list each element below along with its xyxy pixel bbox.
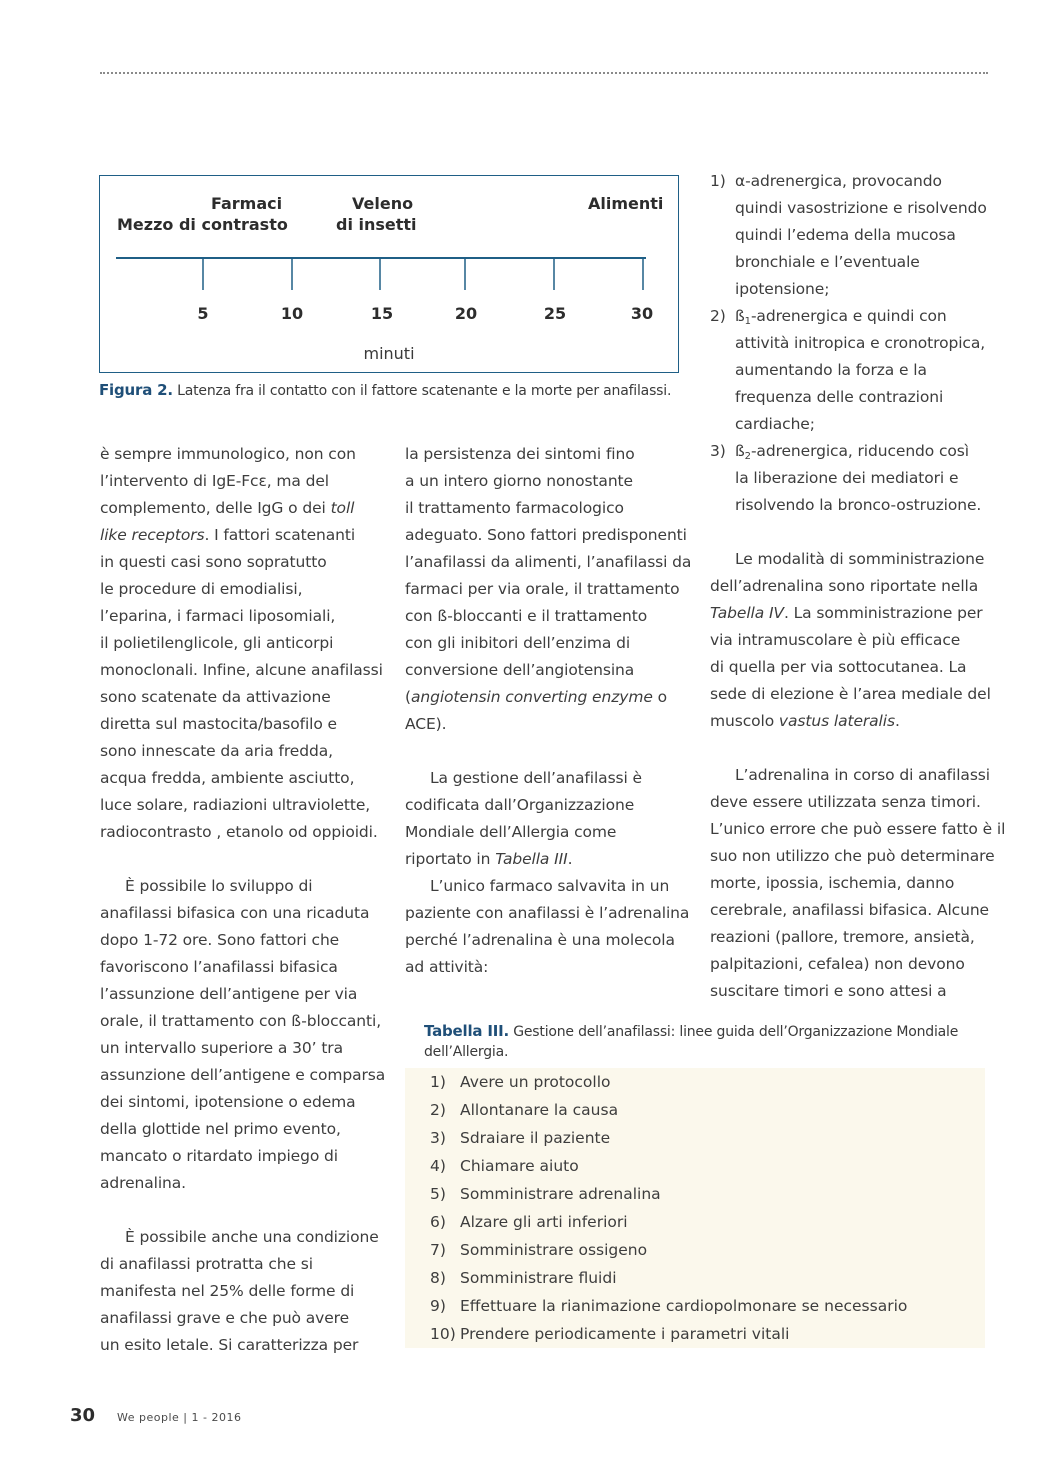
col1-line: un intervallo superiore a 30’ tra — [100, 1039, 343, 1057]
table-row — [430, 1180, 661, 1208]
figure-2-box — [99, 175, 679, 373]
list-line: bronchiale e l’eventuale — [735, 253, 920, 271]
table-row — [430, 1096, 618, 1124]
col1-text: . I fattori scatenanti — [204, 526, 356, 544]
col1-italic: toll — [330, 499, 355, 517]
axis-label-minuti: minuti — [363, 344, 415, 363]
figure-caption-text: Latenza fra il contatto con il fattore scatenante e la morte per anafilassi. — [172, 383, 672, 399]
row-number: 8) — [430, 1269, 446, 1287]
col1-line: l’assunzione dell’antigene per via — [100, 985, 358, 1003]
col3-line: L’adrenalina in corso di anafilassi — [735, 766, 990, 784]
col3-text: . La somministrazione per — [783, 604, 983, 622]
col3-line: via intramuscolare è più efficace — [710, 631, 961, 649]
list-line: risolvendo la bronco-ostruzione. — [735, 496, 982, 514]
col3-italic: Tabella IV — [710, 604, 784, 622]
row-number: 9) — [430, 1297, 446, 1315]
list-item-1 — [710, 168, 1000, 195]
col2-line: farmaci per via orale, il trattamento — [405, 580, 680, 598]
row-text: Alzare gli arti inferiori — [460, 1213, 628, 1231]
col1-line: le procedure di emodialisi, — [100, 580, 303, 598]
row-number: 7) — [430, 1241, 446, 1259]
col2-line: la persistenza dei sintomi fino — [405, 445, 635, 463]
list-line: frequenza delle contrazioni — [735, 388, 944, 406]
col2-line: l’anafilassi da alimenti, l’anafilassi da — [405, 553, 692, 571]
col1-line: adrenalina. — [100, 1174, 186, 1192]
list-line: aumentando la forza e la — [735, 361, 927, 379]
row-text: Allontanare la causa — [460, 1101, 619, 1119]
col2-line: conversione dell’angiotensina — [405, 661, 635, 679]
list-subscript: 1 — [744, 316, 751, 327]
timeline-axis — [100, 176, 678, 372]
tick-label-20: 20 — [454, 304, 478, 323]
label-alimenti: Alimenti — [588, 194, 664, 213]
col2-line: La gestione dell’anafilassi è — [430, 769, 642, 787]
tick-label-15: 15 — [370, 304, 394, 323]
table-row — [430, 1292, 907, 1320]
col1-line: radiocontrasto , etanolo od oppioidi. — [100, 823, 378, 841]
col1-line: manifesta nel 25% delle forme di — [100, 1282, 355, 1300]
tick-label-10: 10 — [280, 304, 304, 323]
list-line: attività initropica e cronotropica, — [735, 334, 986, 352]
table-row — [430, 1236, 647, 1264]
col2-line: ACE). — [405, 715, 447, 733]
row-text: Somministrare ossigeno — [460, 1241, 648, 1259]
col2-line — [405, 684, 695, 711]
publication-info: We people | 1 - 2016 — [117, 1411, 242, 1424]
col3-line: sede di elezione è l’area mediale del — [710, 685, 991, 703]
row-number: 5) — [430, 1185, 446, 1203]
col1-line — [100, 522, 390, 549]
col3-line — [710, 600, 1000, 627]
col1-line: È possibile lo sviluppo di — [125, 877, 313, 895]
col2-text: . — [567, 850, 573, 868]
col2-line: adeguato. Sono fattori predisponenti — [405, 526, 687, 544]
col2-text: riportato in — [405, 850, 496, 868]
col1-line: di anafilassi protratta che si — [100, 1255, 313, 1273]
col2-line: con ß-bloccanti e il trattamento — [405, 607, 648, 625]
col2-line: paziente con anafilassi è l’adrenalina — [405, 904, 690, 922]
text-column-2 — [405, 441, 695, 981]
page-number: 30 — [70, 1405, 96, 1426]
list-text: ß — [735, 442, 745, 460]
label-mezzo-di-contrasto: Mezzo di contrasto — [117, 215, 288, 234]
table-row — [430, 1068, 611, 1096]
col3-line: dell’adrenalina sono riportate nella — [710, 577, 979, 595]
col3-line: di quella per via sottocutanea. La — [710, 658, 967, 676]
list-number: 1) — [710, 172, 726, 190]
row-text: Sdraiare il paziente — [460, 1129, 611, 1147]
table-3 — [405, 1068, 985, 1348]
table-caption-text: Gestione dell’anafilassi: linee guida dell’Organizzazione Mondiale dell’Allergia. — [424, 1024, 959, 1060]
label-veleno: Veleno — [352, 194, 414, 213]
label-farmaci: Farmaci — [211, 194, 283, 213]
col1-line: anafilassi bifasica con una ricaduta — [100, 904, 370, 922]
row-text: Prendere periodicamente i parametri vitali — [460, 1325, 790, 1343]
col2-italic: Tabella III — [495, 850, 568, 868]
list-text: -adrenergica e quindi con — [750, 307, 947, 325]
col2-line: codificata dall’Organizzazione — [405, 796, 635, 814]
col1-line: orale, il trattamento con ß-bloccanti, — [100, 1012, 382, 1030]
col1-line: in questi casi sono sopratutto — [100, 553, 327, 571]
list-line: quindi vasostrizione e risolvendo — [735, 199, 987, 217]
col3-line — [710, 708, 1000, 735]
list-line: quindi l’edema della mucosa — [735, 226, 956, 244]
col1-line: favoriscono l’anafilassi bifasica — [100, 958, 338, 976]
list-number: 2) — [710, 307, 726, 325]
col1-line: È possibile anche una condizione — [125, 1228, 379, 1246]
list-subscript: 2 — [744, 451, 751, 462]
col1-line: il polietilenglicole, gli anticorpi — [100, 634, 334, 652]
col1-line: un esito letale. Si caratterizza per — [100, 1336, 359, 1354]
col3-line: reazioni (pallore, tremore, ansietà, — [710, 928, 975, 946]
col2-line: ad attività: — [405, 958, 489, 976]
col1-text: complemento, delle IgG o dei — [100, 499, 331, 517]
col1-line: mancato o ritardato impiego di — [100, 1147, 338, 1165]
row-text: Somministrare adrenalina — [460, 1185, 661, 1203]
text-column-1 — [100, 441, 390, 1359]
list-item-2 — [710, 303, 1000, 330]
col3-line: L’unico errore che può essere fatto è il — [710, 820, 1006, 838]
row-number: 10) — [430, 1325, 456, 1343]
col1-line: assunzione dell’antigene e comparsa — [100, 1066, 386, 1084]
table-row — [430, 1152, 579, 1180]
col3-line: palpitazioni, cefalea) non devono — [710, 955, 965, 973]
col1-line: è sempre immunologico, non con — [100, 445, 356, 463]
col3-line: morte, ipossia, ischemia, danno — [710, 874, 955, 892]
col1-line: diretta sul mastocita/basofilo e — [100, 715, 337, 733]
table-row — [430, 1320, 789, 1348]
table-caption-label: Tabella III. — [424, 1022, 509, 1040]
col1-line: dei sintomi, ipotensione o edema — [100, 1093, 356, 1111]
tick-label-5: 5 — [197, 304, 209, 323]
col3-line: deve essere utilizzata senza timori. — [710, 793, 981, 811]
col3-line: Le modalità di somministrazione — [735, 550, 985, 568]
list-text: α-adrenergica, provocando — [735, 172, 942, 190]
col1-line: della glottide nel primo evento, — [100, 1120, 341, 1138]
col1-line: luce solare, radiazioni ultraviolette, — [100, 796, 371, 814]
list-text: -adrenergica, riducendo così — [750, 442, 969, 460]
table-row — [430, 1124, 610, 1152]
col1-line: acqua fredda, ambiente asciutto, — [100, 769, 355, 787]
text-column-3 — [710, 168, 1006, 1005]
row-text: Somministrare fluidi — [460, 1269, 617, 1287]
label-di-insetti: di insetti — [336, 215, 417, 234]
row-text: Chiamare aiuto — [460, 1157, 579, 1175]
row-text: Effettuare la rianimazione cardiopolmonare se necessario — [460, 1297, 908, 1315]
list-line: cardiache; — [735, 415, 815, 433]
col1-line: sono scatenate da attivazione — [100, 688, 331, 706]
list-line: la liberazione dei mediatori e — [735, 469, 959, 487]
col3-text: muscolo — [710, 712, 779, 730]
col1-italic: like receptors — [100, 526, 205, 544]
tick-label-25: 25 — [543, 304, 567, 323]
list-text: ß — [735, 307, 745, 325]
row-number: 1) — [430, 1073, 446, 1091]
col1-line: l’intervento di IgE-Fcε, ma del — [100, 472, 330, 490]
col2-line: il trattamento farmacologico — [405, 499, 624, 517]
col2-italic: angiotensin converting enzyme — [410, 688, 653, 706]
table-caption — [424, 1021, 969, 1062]
header-dotted-rule — [100, 72, 988, 74]
col3-line: suscitare timori e sono attesi a — [710, 982, 947, 1000]
col1-line: anafilassi grave e che può avere — [100, 1309, 350, 1327]
col3-italic: vastus lateralis — [778, 712, 895, 730]
figure-caption-label: Figura 2. — [99, 381, 173, 399]
figure-caption — [99, 381, 699, 399]
col2-line: Mondiale dell’Allergia come — [405, 823, 617, 841]
list-item-3 — [710, 438, 1000, 465]
row-text: Avere un protocollo — [460, 1073, 611, 1091]
row-number: 2) — [430, 1101, 446, 1119]
col2-text: ( — [405, 688, 411, 706]
col1-line — [100, 495, 390, 522]
list-number: 3) — [710, 442, 726, 460]
col1-line: monoclonali. Infine, alcune anafilassi — [100, 661, 383, 679]
col2-line — [405, 846, 695, 873]
row-number: 3) — [430, 1129, 446, 1147]
table-row — [430, 1208, 628, 1236]
row-number: 4) — [430, 1157, 446, 1175]
col3-text: . — [894, 712, 900, 730]
table-row — [430, 1264, 617, 1292]
list-line: ipotensione; — [735, 280, 830, 298]
col2-text: o — [652, 688, 667, 706]
col1-line: sono innescate da aria fredda, — [100, 742, 333, 760]
col3-line: cerebrale, anafilassi bifasica. Alcune — [710, 901, 989, 919]
col1-line: l’eparina, i farmaci liposomiali, — [100, 607, 336, 625]
col2-line: con gli inibitori dell’enzima di — [405, 634, 631, 652]
col2-line: perché l’adrenalina è una molecola — [405, 931, 675, 949]
row-number: 6) — [430, 1213, 446, 1231]
col2-line: a un intero giorno nonostante — [405, 472, 633, 490]
tick-label-30: 30 — [630, 304, 654, 323]
col3-line: suo non utilizzo che può determinare — [710, 847, 995, 865]
col1-line: dopo 1-72 ore. Sono fattori che — [100, 931, 340, 949]
col2-line: L’unico farmaco salvavita in un — [430, 877, 670, 895]
